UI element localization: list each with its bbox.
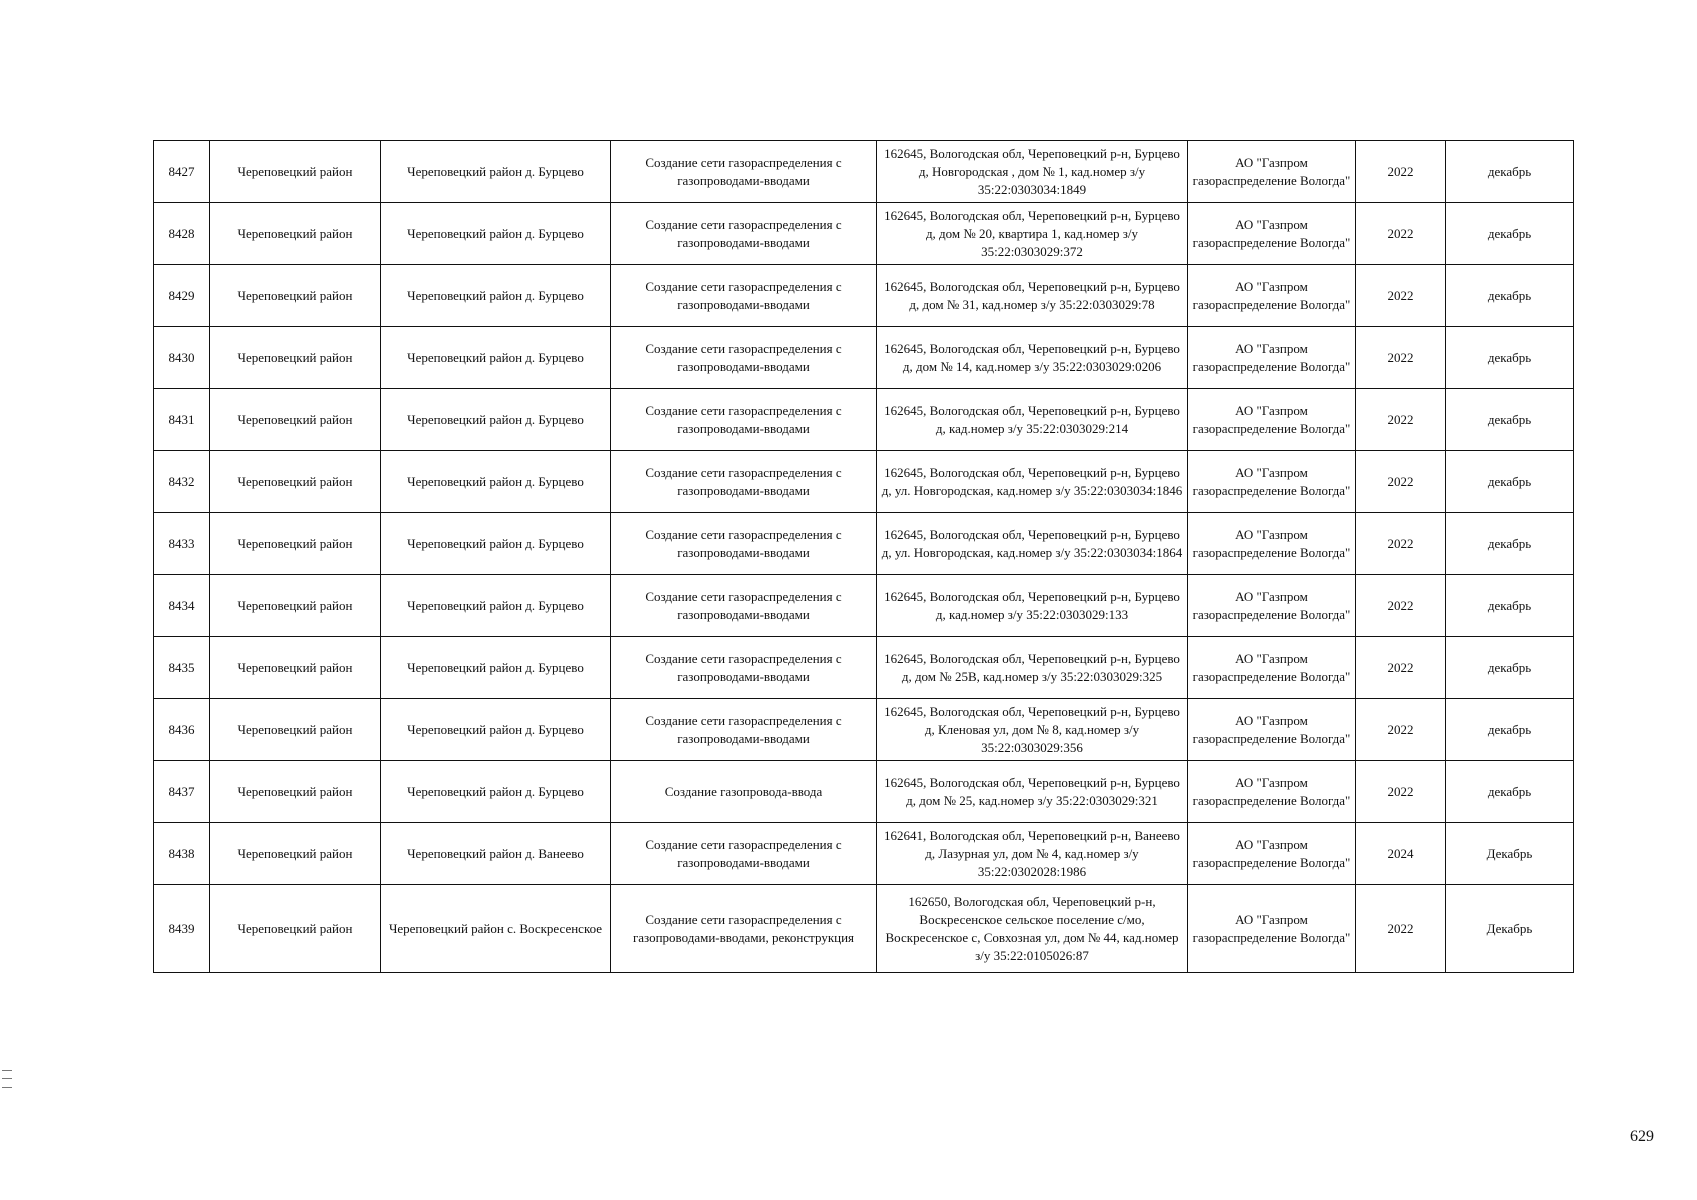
year-cell: 2022 <box>1356 637 1446 699</box>
locality-cell: Череповецкий район д. Бурцево <box>381 637 611 699</box>
address-cell: 162645, Вологодская обл, Череповецкий р-н, Бурцево д, ул. Новгородская, кад.номер з/у 35:22:0303034:1864 <box>877 513 1188 575</box>
table-row <box>154 823 1574 885</box>
locality-cell: Череповецкий район д. Бурцево <box>381 451 611 513</box>
organization-cell: АО "Газпром газораспределение Вологда" <box>1188 699 1356 761</box>
row-number: 8438 <box>154 823 210 885</box>
table-row <box>154 327 1574 389</box>
locality-cell: Череповецкий район д. Бурцево <box>381 203 611 265</box>
locality-cell: Череповецкий район д. Бурцево <box>381 141 611 203</box>
locality-cell: Череповецкий район д. Бурцево <box>381 699 611 761</box>
row-number: 8435 <box>154 637 210 699</box>
work-type-cell: Создание сети газораспределения с газопроводами-вводами <box>611 141 877 203</box>
district-cell: Череповецкий район <box>210 575 381 637</box>
records-table-body <box>154 141 1574 973</box>
address-cell: 162645, Вологодская обл, Череповецкий р-н, Бурцево д, кад.номер з/у 35:22:0303029:133 <box>877 575 1188 637</box>
row-number: 8428 <box>154 203 210 265</box>
locality-cell: Череповецкий район с. Воскресенское <box>381 885 611 973</box>
locality-cell: Череповецкий район д. Бурцево <box>381 389 611 451</box>
row-number: 8432 <box>154 451 210 513</box>
organization-cell: АО "Газпром газораспределение Вологда" <box>1188 575 1356 637</box>
month-cell: декабрь <box>1446 575 1574 637</box>
work-type-cell: Создание сети газораспределения с газопроводами-вводами <box>611 513 877 575</box>
work-type-cell: Создание сети газораспределения с газопроводами-вводами <box>611 389 877 451</box>
month-cell: декабрь <box>1446 389 1574 451</box>
work-type-cell: Создание сети газораспределения с газопроводами-вводами <box>611 203 877 265</box>
year-cell: 2022 <box>1356 575 1446 637</box>
organization-cell: АО "Газпром газораспределение Вологда" <box>1188 141 1356 203</box>
organization-cell: АО "Газпром газораспределение Вологда" <box>1188 513 1356 575</box>
work-type-cell: Создание газопровода-ввода <box>611 761 877 823</box>
month-cell: декабрь <box>1446 699 1574 761</box>
month-cell: декабрь <box>1446 141 1574 203</box>
table-row <box>154 699 1574 761</box>
locality-cell: Череповецкий район д. Бурцево <box>381 575 611 637</box>
year-cell: 2022 <box>1356 451 1446 513</box>
district-cell: Череповецкий район <box>210 637 381 699</box>
organization-cell: АО "Газпром газораспределение Вологда" <box>1188 823 1356 885</box>
address-cell: 162645, Вологодская обл, Череповецкий р-н, Бурцево д, дом № 20, квартира 1, кад.номер з/у 35:22:0303029:372 <box>877 203 1188 265</box>
month-cell: декабрь <box>1446 265 1574 327</box>
month-cell: декабрь <box>1446 637 1574 699</box>
organization-cell: АО "Газпром газораспределение Вологда" <box>1188 451 1356 513</box>
table-row <box>154 513 1574 575</box>
organization-cell: АО "Газпром газораспределение Вологда" <box>1188 265 1356 327</box>
page-number: 629 <box>1630 1128 1654 1145</box>
locality-cell: Череповецкий район д. Бурцево <box>381 327 611 389</box>
work-type-cell: Создание сети газораспределения с газопроводами-вводами <box>611 327 877 389</box>
records-table-wrapper <box>153 140 1574 973</box>
year-cell: 2022 <box>1356 389 1446 451</box>
work-type-cell: Создание сети газораспределения с газопроводами-вводами <box>611 823 877 885</box>
year-cell: 2022 <box>1356 327 1446 389</box>
table-row <box>154 885 1574 973</box>
month-cell: Декабрь <box>1446 885 1574 973</box>
year-cell: 2022 <box>1356 203 1446 265</box>
locality-cell: Череповецкий район д. Бурцево <box>381 761 611 823</box>
table-row <box>154 203 1574 265</box>
table-row <box>154 265 1574 327</box>
records-table <box>153 140 1574 973</box>
district-cell: Череповецкий район <box>210 513 381 575</box>
address-cell: 162645, Вологодская обл, Череповецкий р-н, Бурцево д, Кленовая ул, дом № 8, кад.номер з/у 35:22:0303029:356 <box>877 699 1188 761</box>
table-row <box>154 389 1574 451</box>
row-number: 8437 <box>154 761 210 823</box>
district-cell: Череповецкий район <box>210 327 381 389</box>
month-cell: декабрь <box>1446 761 1574 823</box>
organization-cell: АО "Газпром газораспределение Вологда" <box>1188 761 1356 823</box>
month-cell: Декабрь <box>1446 823 1574 885</box>
row-number: 8433 <box>154 513 210 575</box>
row-number: 8436 <box>154 699 210 761</box>
address-cell: 162650, Вологодская обл, Череповецкий р-н, Воскресенское сельское поселение с/мо, Воскресенское с, Совхозная ул, дом № 44, кад.номер з/у 35:22:0105026:87 <box>877 885 1188 973</box>
address-cell: 162641, Вологодская обл, Череповецкий р-н, Ванеево д, Лазурная ул, дом № 4, кад.номер з/у 35:22:0302028:1986 <box>877 823 1188 885</box>
address-cell: 162645, Вологодская обл, Череповецкий р-н, Бурцево д, ул. Новгородская, кад.номер з/у 35:22:0303034:1846 <box>877 451 1188 513</box>
work-type-cell: Создание сети газораспределения с газопроводами-вводами <box>611 265 877 327</box>
row-number: 8434 <box>154 575 210 637</box>
year-cell: 2022 <box>1356 885 1446 973</box>
organization-cell: АО "Газпром газораспределение Вологда" <box>1188 885 1356 973</box>
address-cell: 162645, Вологодская обл, Череповецкий р-н, Бурцево д, Новгородская , дом № 1, кад.номер з/у 35:22:0303034:1849 <box>877 141 1188 203</box>
address-cell: 162645, Вологодская обл, Череповецкий р-н, Бурцево д, дом № 31, кад.номер з/у 35:22:0303029:78 <box>877 265 1188 327</box>
row-number: 8427 <box>154 141 210 203</box>
organization-cell: АО "Газпром газораспределение Вологда" <box>1188 203 1356 265</box>
month-cell: декабрь <box>1446 203 1574 265</box>
district-cell: Череповецкий район <box>210 761 381 823</box>
row-number: 8431 <box>154 389 210 451</box>
table-row <box>154 637 1574 699</box>
row-number: 8439 <box>154 885 210 973</box>
locality-cell: Череповецкий район д. Бурцево <box>381 265 611 327</box>
work-type-cell: Создание сети газораспределения с газопроводами-вводами <box>611 451 877 513</box>
year-cell: 2022 <box>1356 761 1446 823</box>
month-cell: декабрь <box>1446 451 1574 513</box>
organization-cell: АО "Газпром газораспределение Вологда" <box>1188 637 1356 699</box>
address-cell: 162645, Вологодская обл, Череповецкий р-н, Бурцево д, дом № 25В, кад.номер з/у 35:22:0303029:325 <box>877 637 1188 699</box>
district-cell: Череповецкий район <box>210 265 381 327</box>
work-type-cell: Создание сети газораспределения с газопроводами-вводами <box>611 637 877 699</box>
address-cell: 162645, Вологодская обл, Череповецкий р-н, Бурцево д, дом № 14, кад.номер з/у 35:22:0303029:0206 <box>877 327 1188 389</box>
work-type-cell: Создание сети газораспределения с газопроводами-вводами <box>611 699 877 761</box>
year-cell: 2022 <box>1356 699 1446 761</box>
locality-cell: Череповецкий район д. Бурцево <box>381 513 611 575</box>
district-cell: Череповецкий район <box>210 699 381 761</box>
organization-cell: АО "Газпром газораспределение Вологда" <box>1188 389 1356 451</box>
table-row <box>154 575 1574 637</box>
address-cell: 162645, Вологодская обл, Череповецкий р-н, Бурцево д, кад.номер з/у 35:22:0303029:214 <box>877 389 1188 451</box>
month-cell: декабрь <box>1446 513 1574 575</box>
work-type-cell: Создание сети газораспределения с газопроводами-вводами <box>611 575 877 637</box>
address-cell: 162645, Вологодская обл, Череповецкий р-н, Бурцево д, дом № 25, кад.номер з/у 35:22:0303029:321 <box>877 761 1188 823</box>
district-cell: Череповецкий район <box>210 451 381 513</box>
locality-cell: Череповецкий район д. Ванеево <box>381 823 611 885</box>
district-cell: Череповецкий район <box>210 823 381 885</box>
year-cell: 2022 <box>1356 141 1446 203</box>
row-number: 8429 <box>154 265 210 327</box>
district-cell: Череповецкий район <box>210 885 381 973</box>
district-cell: Череповецкий район <box>210 389 381 451</box>
table-row <box>154 451 1574 513</box>
month-cell: декабрь <box>1446 327 1574 389</box>
district-cell: Череповецкий район <box>210 203 381 265</box>
year-cell: 2022 <box>1356 265 1446 327</box>
table-row <box>154 141 1574 203</box>
organization-cell: АО "Газпром газораспределение Вологда" <box>1188 327 1356 389</box>
district-cell: Череповецкий район <box>210 141 381 203</box>
table-row <box>154 761 1574 823</box>
row-number: 8430 <box>154 327 210 389</box>
work-type-cell: Создание сети газораспределения с газопроводами-вводами, реконструкция <box>611 885 877 973</box>
year-cell: 2024 <box>1356 823 1446 885</box>
year-cell: 2022 <box>1356 513 1446 575</box>
margin-scan-mark <box>2 1070 12 1088</box>
